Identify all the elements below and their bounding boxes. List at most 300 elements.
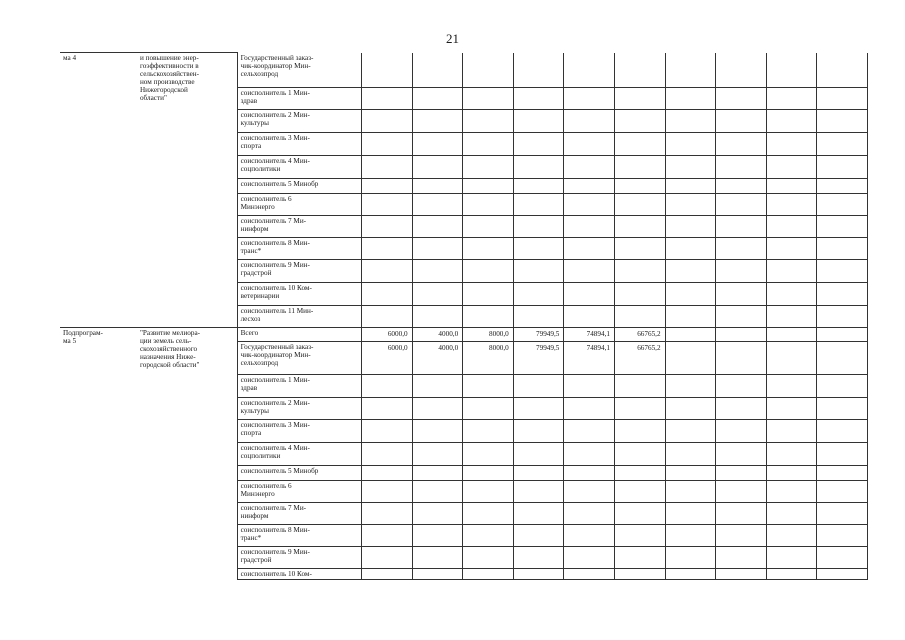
value-cell	[716, 342, 767, 375]
value-cell: 79949,5	[513, 342, 564, 375]
value-cell	[361, 110, 412, 133]
value-cell	[564, 375, 615, 398]
value-cell	[361, 179, 412, 194]
value-cell	[412, 306, 463, 328]
value-cell	[716, 547, 767, 569]
value-cell	[614, 283, 665, 306]
value-cell	[766, 283, 817, 306]
value-cell	[766, 443, 817, 466]
value-cell	[614, 525, 665, 547]
value-cell	[463, 306, 514, 328]
value-cell	[766, 156, 817, 179]
value-cell	[766, 375, 817, 398]
value-cell	[513, 569, 564, 580]
value-cell	[412, 283, 463, 306]
executor-label: соисполнитель 1 Мин- здрав	[240, 89, 310, 105]
executor-cell	[237, 53, 361, 88]
value-cell	[665, 53, 716, 88]
value-cell	[412, 481, 463, 503]
program-title: "Развитие мелиора- ции земель сель- скохозяйственного назначения Ниже- городской области"	[139, 329, 201, 369]
value-cell	[361, 133, 412, 156]
executor-label: соисполнитель 1 Мин- здрав	[240, 376, 310, 392]
value-cell	[361, 238, 412, 260]
executor-label: Государственный заказ- чик-координатор Мин- сельхозпрод	[240, 53, 314, 78]
value-cell	[716, 569, 767, 580]
value-cell	[412, 569, 463, 580]
value-cell	[716, 238, 767, 260]
executor-cell	[237, 547, 361, 569]
value-cell	[564, 179, 615, 194]
value-cell	[412, 179, 463, 194]
value-cell	[463, 88, 514, 110]
executor-label: соисполнитель 2 Мин- культуры	[240, 111, 310, 127]
value-cell	[817, 525, 868, 547]
executor-cell	[237, 156, 361, 179]
value-cell	[817, 179, 868, 194]
value-cell	[361, 88, 412, 110]
value-cell	[564, 110, 615, 133]
value-cell: 74894,1	[564, 328, 615, 342]
value-cell	[665, 156, 716, 179]
value-cell	[361, 443, 412, 466]
value-cell	[817, 194, 868, 216]
value-cell	[766, 503, 817, 525]
value-cell	[412, 398, 463, 420]
executor-label: соисполнитель 3 Мин- спорта	[240, 421, 310, 437]
value-cell	[716, 260, 767, 283]
value-cell	[564, 525, 615, 547]
value-cell	[463, 398, 514, 420]
value-cell	[564, 133, 615, 156]
executor-label: соисполнитель 9 Мин- градстрой	[240, 548, 310, 564]
value-cell	[463, 53, 514, 88]
value-cell: 66765,2	[614, 328, 665, 342]
value-cell	[463, 547, 514, 569]
value-cell	[614, 156, 665, 179]
value-cell	[716, 503, 767, 525]
value-cell	[766, 110, 817, 133]
value-cell	[766, 88, 817, 110]
value-cell	[716, 216, 767, 238]
value-cell	[513, 283, 564, 306]
value-cell	[463, 238, 514, 260]
value-cell	[361, 503, 412, 525]
value-cell	[665, 569, 716, 580]
program-title-cell	[137, 53, 237, 328]
value-cell	[817, 216, 868, 238]
value-cell	[766, 569, 817, 580]
value-cell	[564, 481, 615, 503]
value-cell	[665, 216, 716, 238]
value-cell	[614, 88, 665, 110]
value-cell	[463, 110, 514, 133]
value-cell	[513, 216, 564, 238]
executor-cell	[237, 466, 361, 481]
value-cell: 8000,0	[463, 328, 514, 342]
value-cell	[361, 547, 412, 569]
value-cell	[766, 547, 817, 569]
value-cell	[716, 283, 767, 306]
value-cell	[463, 443, 514, 466]
value-cell	[665, 328, 716, 342]
value-cell	[412, 216, 463, 238]
value-cell	[817, 342, 868, 375]
value-cell	[665, 88, 716, 110]
value-cell	[513, 481, 564, 503]
value-cell	[817, 503, 868, 525]
value-cell	[614, 398, 665, 420]
value-cell	[513, 110, 564, 133]
executor-cell	[237, 525, 361, 547]
executor-cell	[237, 306, 361, 328]
value-cell	[513, 503, 564, 525]
value-cell	[817, 283, 868, 306]
value-cell	[513, 133, 564, 156]
value-cell	[412, 110, 463, 133]
value-cell	[766, 466, 817, 481]
value-cell	[716, 466, 767, 481]
value-cell	[361, 375, 412, 398]
value-cell	[716, 306, 767, 328]
value-cell: 4000,0	[412, 328, 463, 342]
value-cell	[665, 443, 716, 466]
value-cell	[614, 194, 665, 216]
value-cell	[716, 179, 767, 194]
value-cell	[564, 53, 615, 88]
value-cell	[766, 133, 817, 156]
value-cell	[513, 375, 564, 398]
executor-cell	[237, 420, 361, 443]
value-cell	[361, 194, 412, 216]
value-cell	[766, 525, 817, 547]
value-cell	[412, 503, 463, 525]
budget-table	[60, 52, 868, 580]
value-cell	[463, 420, 514, 443]
value-cell	[513, 88, 564, 110]
value-cell	[564, 238, 615, 260]
value-cell	[817, 569, 868, 580]
executor-cell	[237, 481, 361, 503]
value-cell	[817, 398, 868, 420]
value-cell	[513, 525, 564, 547]
value-cell	[665, 306, 716, 328]
value-cell	[564, 569, 615, 580]
value-cell	[817, 110, 868, 133]
value-cell	[817, 375, 868, 398]
value-cell	[361, 525, 412, 547]
value-cell	[361, 216, 412, 238]
value-cell	[817, 306, 868, 328]
value-cell	[817, 328, 868, 342]
value-cell	[463, 503, 514, 525]
table-row	[60, 53, 868, 88]
value-cell	[665, 133, 716, 156]
value-cell	[614, 503, 665, 525]
value-cell	[716, 156, 767, 179]
executor-label: соисполнитель 5 Минобр	[240, 467, 319, 475]
value-cell	[564, 216, 615, 238]
value-cell	[716, 133, 767, 156]
executor-cell	[237, 238, 361, 260]
value-cell	[766, 179, 817, 194]
executor-cell	[237, 88, 361, 110]
value-cell	[463, 569, 514, 580]
value-cell	[513, 179, 564, 194]
value-cell	[564, 88, 615, 110]
value-cell	[614, 110, 665, 133]
value-cell	[513, 156, 564, 179]
value-cell	[513, 194, 564, 216]
value-cell	[564, 156, 615, 179]
value-cell	[361, 260, 412, 283]
program-title: и повышение энер- гоэффективности в сельскохозяйствен- ном производстве Нижегородской области"	[139, 54, 200, 102]
value-cell	[463, 133, 514, 156]
executor-cell	[237, 398, 361, 420]
value-cell	[614, 216, 665, 238]
value-cell	[361, 306, 412, 328]
value-cell	[463, 283, 514, 306]
value-cell	[564, 398, 615, 420]
value-cell	[716, 194, 767, 216]
value-cell	[665, 503, 716, 525]
executor-label: соисполнитель 4 Мин- соцполитики	[240, 444, 310, 460]
value-cell	[716, 525, 767, 547]
executor-cell	[237, 260, 361, 283]
value-cell	[463, 481, 514, 503]
value-cell	[766, 216, 817, 238]
executor-label: соисполнитель 2 Мин- культуры	[240, 399, 310, 415]
value-cell: 6000,0	[361, 328, 412, 342]
value-cell	[412, 133, 463, 156]
value-cell	[766, 342, 817, 375]
value-cell	[665, 375, 716, 398]
value-cell	[463, 156, 514, 179]
value-cell	[412, 260, 463, 283]
executor-label: соисполнитель 4 Мин- соцполитики	[240, 157, 310, 173]
value-cell	[766, 398, 817, 420]
value-cell	[513, 443, 564, 466]
value-cell: 4000,0	[412, 342, 463, 375]
value-cell	[564, 194, 615, 216]
value-cell	[766, 238, 817, 260]
value-cell: 8000,0	[463, 342, 514, 375]
executor-label: соисполнитель 10 Ком-	[240, 570, 312, 578]
value-cell	[614, 547, 665, 569]
value-cell	[614, 238, 665, 260]
value-cell	[817, 466, 868, 481]
value-cell	[766, 53, 817, 88]
value-cell	[614, 133, 665, 156]
value-cell	[665, 525, 716, 547]
value-cell	[716, 443, 767, 466]
value-cell	[361, 156, 412, 179]
value-cell	[817, 88, 868, 110]
value-cell	[665, 547, 716, 569]
value-cell	[716, 398, 767, 420]
executor-label: соисполнитель 7 Ми- нинформ	[240, 217, 307, 233]
value-cell	[564, 260, 615, 283]
value-cell	[614, 443, 665, 466]
value-cell	[614, 375, 665, 398]
value-cell	[412, 525, 463, 547]
value-cell	[766, 328, 817, 342]
value-cell	[614, 569, 665, 580]
value-cell	[513, 547, 564, 569]
value-cell	[665, 283, 716, 306]
table-body	[60, 53, 868, 580]
executor-cell	[237, 110, 361, 133]
value-cell	[817, 481, 868, 503]
value-cell	[665, 179, 716, 194]
value-cell	[564, 443, 615, 466]
value-cell	[665, 238, 716, 260]
executor-cell	[237, 342, 361, 375]
value-cell	[817, 443, 868, 466]
program-title-cell	[137, 328, 237, 580]
value-cell	[412, 156, 463, 179]
value-cell: 79949,5	[513, 328, 564, 342]
value-cell	[614, 466, 665, 481]
value-cell	[564, 466, 615, 481]
value-cell	[766, 481, 817, 503]
value-cell	[766, 260, 817, 283]
value-cell	[665, 481, 716, 503]
value-cell: 6000,0	[361, 342, 412, 375]
value-cell	[361, 398, 412, 420]
program-name-cell	[60, 328, 137, 580]
value-cell	[817, 547, 868, 569]
table-row	[60, 328, 868, 342]
value-cell	[665, 260, 716, 283]
value-cell	[665, 342, 716, 375]
value-cell	[614, 481, 665, 503]
value-cell	[361, 466, 412, 481]
value-cell	[412, 466, 463, 481]
value-cell	[412, 547, 463, 569]
value-cell	[463, 194, 514, 216]
value-cell	[361, 569, 412, 580]
executor-label: соисполнитель 9 Мин- градстрой	[240, 261, 310, 277]
value-cell	[412, 443, 463, 466]
value-cell	[513, 306, 564, 328]
value-cell	[463, 466, 514, 481]
executor-cell	[237, 283, 361, 306]
value-cell: 66765,2	[614, 342, 665, 375]
value-cell	[412, 238, 463, 260]
value-cell	[463, 216, 514, 238]
executor-label: Всего	[240, 329, 259, 337]
value-cell	[766, 194, 817, 216]
value-cell	[564, 503, 615, 525]
executor-cell	[237, 179, 361, 194]
value-cell	[513, 420, 564, 443]
value-cell	[463, 179, 514, 194]
value-cell	[463, 375, 514, 398]
value-cell	[614, 53, 665, 88]
value-cell	[817, 260, 868, 283]
value-cell	[564, 283, 615, 306]
value-cell	[665, 194, 716, 216]
value-cell	[513, 53, 564, 88]
executor-cell	[237, 194, 361, 216]
executor-cell	[237, 133, 361, 156]
value-cell	[412, 53, 463, 88]
value-cell	[361, 420, 412, 443]
executor-label: соисполнитель 6 Минэнерго	[240, 482, 292, 498]
value-cell	[361, 481, 412, 503]
value-cell	[513, 260, 564, 283]
value-cell	[817, 420, 868, 443]
value-cell	[665, 466, 716, 481]
executor-label: соисполнитель 8 Мин- транс*	[240, 239, 310, 255]
program-name-cell	[60, 53, 137, 328]
value-cell	[412, 420, 463, 443]
executor-label: Государственный заказ- чик-координатор Мин- сельхозпрод	[240, 343, 314, 367]
value-cell	[665, 420, 716, 443]
executor-label: соисполнитель 5 Минобр	[240, 180, 319, 188]
value-cell	[665, 398, 716, 420]
executor-label: соисполнитель 8 Мин- транс*	[240, 526, 310, 542]
value-cell	[716, 110, 767, 133]
executor-cell	[237, 375, 361, 398]
value-cell	[564, 306, 615, 328]
value-cell	[716, 375, 767, 398]
executor-label: соисполнитель 3 Мин- спорта	[240, 134, 310, 150]
value-cell	[614, 306, 665, 328]
value-cell	[766, 306, 817, 328]
value-cell	[817, 156, 868, 179]
value-cell	[766, 420, 817, 443]
executor-label: соисполнитель 11 Мин- лесхоз	[240, 307, 314, 323]
executor-label: соисполнитель 10 Ком- ветеринарии	[240, 284, 312, 300]
value-cell	[513, 398, 564, 420]
value-cell	[817, 133, 868, 156]
value-cell	[463, 525, 514, 547]
value-cell	[716, 53, 767, 88]
value-cell	[716, 88, 767, 110]
value-cell	[412, 88, 463, 110]
value-cell	[614, 260, 665, 283]
value-cell	[665, 110, 716, 133]
value-cell	[361, 283, 412, 306]
executor-cell	[237, 443, 361, 466]
value-cell	[716, 420, 767, 443]
value-cell	[614, 179, 665, 194]
value-cell	[817, 238, 868, 260]
executor-cell	[237, 569, 361, 580]
value-cell: 74894,1	[564, 342, 615, 375]
page-number: 21	[446, 31, 459, 46]
value-cell	[817, 53, 868, 88]
value-cell	[412, 194, 463, 216]
value-cell	[564, 420, 615, 443]
executor-cell	[237, 503, 361, 525]
executor-label: соисполнитель 6 Минэнерго	[240, 195, 292, 211]
value-cell	[564, 547, 615, 569]
value-cell	[513, 238, 564, 260]
program-name: Подпрограм- ма 5	[63, 329, 103, 345]
value-cell	[463, 260, 514, 283]
value-cell	[412, 375, 463, 398]
value-cell	[716, 481, 767, 503]
value-cell	[716, 328, 767, 342]
value-cell	[513, 466, 564, 481]
program-name: ма 4	[63, 54, 77, 62]
executor-cell	[237, 216, 361, 238]
value-cell	[614, 420, 665, 443]
value-cell	[361, 53, 412, 88]
executor-cell	[237, 328, 361, 342]
